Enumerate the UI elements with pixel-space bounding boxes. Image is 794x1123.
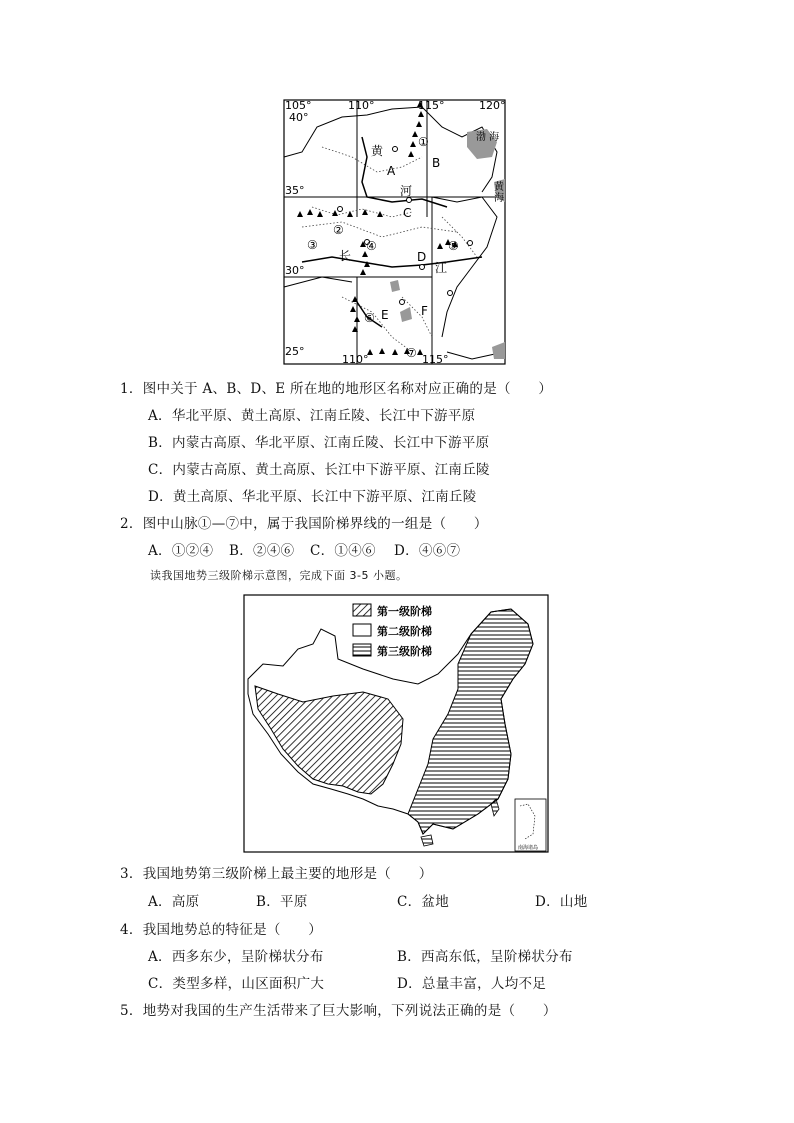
yellow-sea-label: 黄 <box>494 182 504 193</box>
mountain-number-1: ① <box>418 135 429 149</box>
section-instruction: 读我国地势三级阶梯示意图，完成下面 3-5 小题。 <box>150 569 408 582</box>
inset-caption: 南海诸岛 <box>518 845 539 851</box>
region-letter-f: F <box>421 304 428 318</box>
region-letter-e: E <box>381 308 389 322</box>
place-char-he: 河 <box>400 184 413 198</box>
question-1-stem: 1．图中关于 A、B、D、E 所在地的地形区名称对应正确的是（ ） <box>120 381 553 397</box>
question-3-option-d[interactable]: D．山地 <box>535 894 588 910</box>
question-2-stem: 2．图中山脉①—⑦中，属于我国阶梯界线的一组是（ ） <box>120 516 488 532</box>
question-4-option-c[interactable]: C．类型多样，山区面积广大 <box>148 976 325 992</box>
region-letter-a: A <box>387 164 396 178</box>
question-3-option-a[interactable]: A．高原 <box>148 894 200 910</box>
bohai-sea-label: 渤 海 <box>476 132 500 143</box>
question-4-option-a[interactable]: A．西多东少，呈阶梯状分布 <box>148 949 324 965</box>
mountain-number-5: ⑤ <box>448 239 459 253</box>
question-1-option-b[interactable]: B．内蒙古高原、华北平原、江南丘陵、长江中下游平原 <box>148 435 490 451</box>
lat-label: 35° <box>285 184 305 197</box>
terrain-region-map <box>282 97 508 367</box>
lon-label: 105° <box>285 99 312 112</box>
lat-label: 40° <box>289 111 309 124</box>
mountain-number-3: ③ <box>307 238 318 252</box>
mountain-number-4: ④ <box>366 239 377 253</box>
lat-label: 25° <box>285 345 305 358</box>
legend-first-step: 第一级阶梯 <box>377 605 432 618</box>
question-1-option-c[interactable]: C．内蒙古高原、黄土高原、长江中下游平原、江南丘陵 <box>148 462 490 478</box>
question-3-stem: 3．我国地势第三级阶梯上最主要的地形是（ ） <box>120 866 433 882</box>
question-2-option-b[interactable]: B．②④⑥ <box>229 543 295 559</box>
lon-label: 115° <box>422 353 449 366</box>
region-letter-b: B <box>432 156 441 170</box>
mountain-number-6: ⑥ <box>364 311 375 325</box>
lon-label: 110° <box>348 99 375 112</box>
question-2-option-c[interactable]: C．①④⑥ <box>310 543 376 559</box>
lon-label: 110° <box>342 353 369 366</box>
mountain-number-7: ⑦ <box>406 346 417 360</box>
lat-label: 30° <box>285 264 305 277</box>
question-5-stem: 5．地势对我国的生产生活带来了巨大影响，下列说法正确的是（ ） <box>120 1003 557 1019</box>
legend-second-step: 第二级阶梯 <box>377 625 432 638</box>
question-1-option-a[interactable]: A．华北平原、黄土高原、江南丘陵、长江中下游平原 <box>148 408 476 424</box>
place-char-huang: 黄 <box>371 144 384 158</box>
lon-label: 115° <box>418 99 445 112</box>
map-legend <box>353 604 432 658</box>
south-china-sea-inset <box>515 799 546 851</box>
place-char-jiang: 江 <box>435 261 448 275</box>
terrain-steps-map <box>243 594 549 854</box>
region-letter-d: D <box>417 250 427 264</box>
question-2-option-d[interactable]: D．④⑥⑦ <box>394 543 461 559</box>
mountain-number-2: ② <box>333 223 344 237</box>
question-3-option-c[interactable]: C．盆地 <box>397 894 450 910</box>
region-letter-c: C <box>403 206 412 220</box>
question-3-option-b[interactable]: B．平原 <box>256 894 308 910</box>
question-1-option-d[interactable]: D．黄土高原、华北平原、长江中下游平原、江南丘陵 <box>148 489 477 505</box>
lon-label: 120° <box>479 99 506 112</box>
yellow-sea-label: 海 <box>494 193 504 204</box>
question-4-option-d[interactable]: D．总量丰富，人均不足 <box>397 976 547 992</box>
place-char-chang: 长 <box>339 249 352 263</box>
question-4-option-b[interactable]: B．西高东低，呈阶梯状分布 <box>397 949 573 965</box>
legend-third-step: 第三级阶梯 <box>377 645 432 658</box>
question-2-option-a[interactable]: A．①②④ <box>148 543 214 559</box>
question-4-stem: 4．我国地势总的特征是（ ） <box>120 922 323 938</box>
